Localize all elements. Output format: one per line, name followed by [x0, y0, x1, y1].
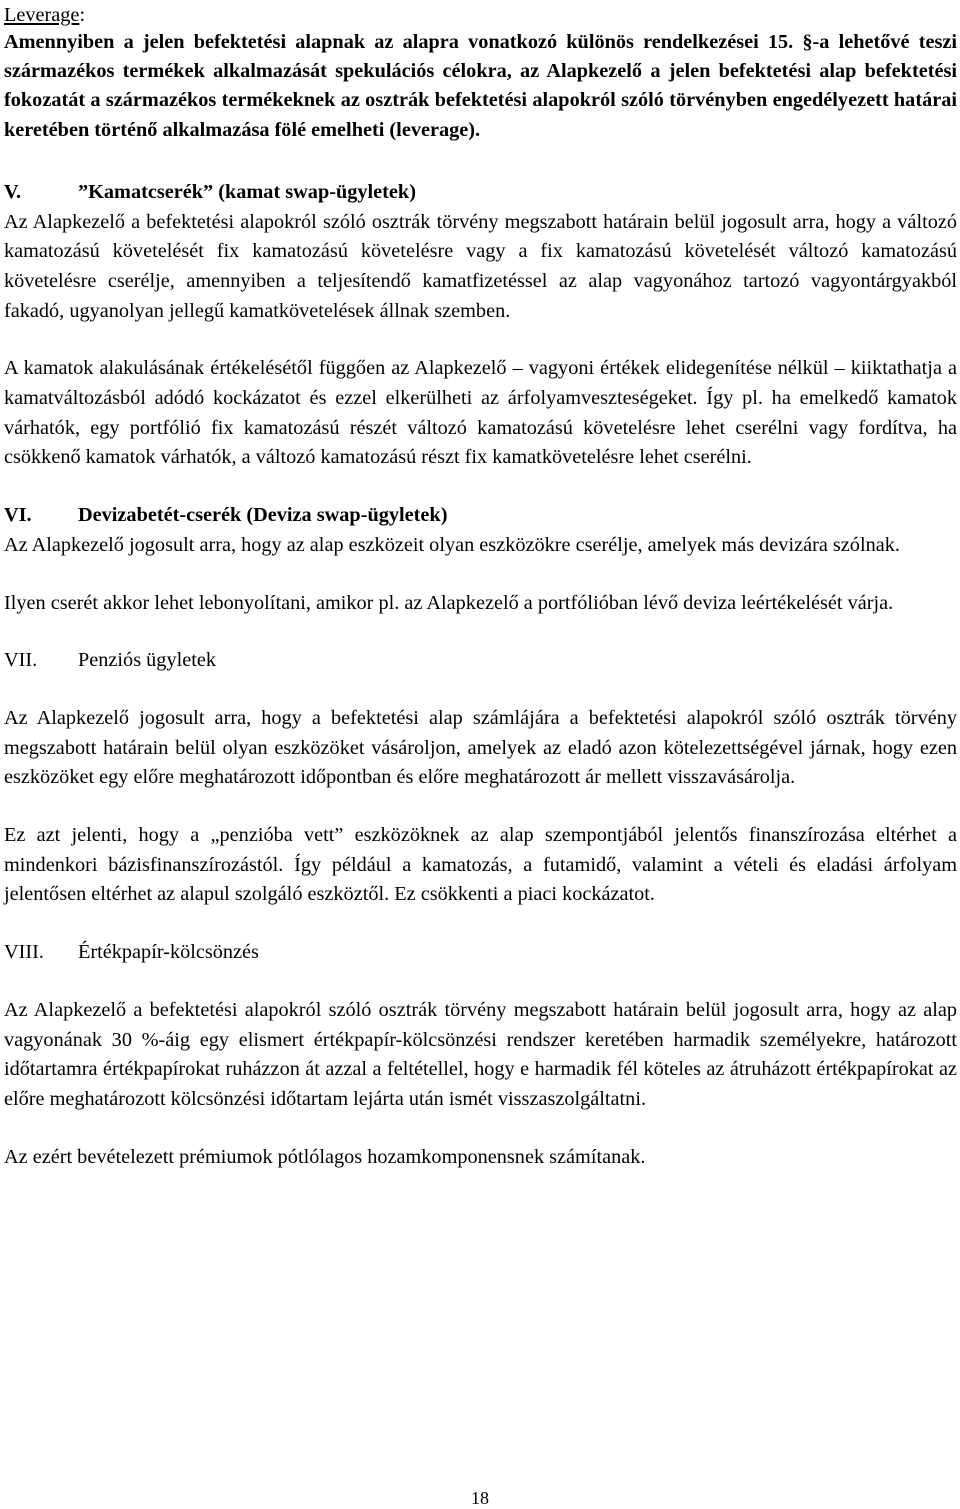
section-vii-paragraph-1: Az Alapkezelő jogosult arra, hogy a befektetési alap számlájára a befektetési alapokról szóló osztrák törvény megszabott határain belül olyan eszközöket vásároljon, amelyek az eladó azon kötelezettségével járnak, hogy ezen eszközöket egy előre meghatározott időpontban és előre meghatározott ár mellett visszavásárolja. — [4, 706, 957, 789]
section-viii-title: Értékpapír-kölcsönzés — [78, 941, 259, 964]
leverage-colon: : — [79, 4, 86, 26]
section-vii-number: VII. — [4, 649, 38, 672]
page-number: 18 — [471, 1488, 489, 1508]
section-v-number: V. — [4, 180, 22, 203]
leverage-heading: Leverage — [4, 4, 80, 26]
section-viii-number: VIII. — [4, 941, 44, 964]
section-viii-paragraph-1: Az Alapkezelő a befektetési alapokról szóló osztrák törvény megszabott határain belül jogosult arra, hogy az alap vagyonának 30 %-áig egy elismert értékpapír-kölcsönzési rendszer keretében harmadik személyekre, határozott időtartamra értékpapírokat ruházzon át azzal a feltétellel, hogy e harmadik fél köteles az átruházott értékpapírokat az előre meghatározott kölcsönzési időtartam lejárta után ismét visszaszolgáltatni. — [4, 998, 957, 1110]
document-page — [4, 2, 957, 1172]
section-viii-heading — [4, 938, 957, 968]
leverage-heading-line — [4, 2, 957, 28]
leverage-paragraph: Amennyiben a jelen befektetési alapnak az alapra vonatkozó különös rendelkezései 15. §-a lehetővé teszi származékos termékek alkalmazását spekulációs célokra, az Alapkezelő a jelen befektetési alap befektetési fokozatát a származékos termékeknek az osztrák befektetési alapokról szóló törvényben engedélyezett határai keretében történő alkalmazása fölé emelheti (leverage). — [4, 31, 957, 141]
section-viii-paragraph-2: Az ezért bevételezett prémiumok pótlólagos hozamkomponensnek számítanak. — [4, 1145, 646, 1168]
section-v-paragraph-1: Az Alapkezelő a befektetési alapokról szóló osztrák törvény megszabott határain belül jogosult arra, hogy a változó kamatozású követelését fix kamatozású követelésre vagy a fix kamatozású követelését változó kamatozású követelésre cserélje, amennyiben a teljesítendő kamatfizetéssel az alap vagyonához tartozó vagyontárgyakból fakadó, ugyanolyan jellegű kamatkövetelések állnak szemben. — [4, 210, 957, 322]
section-v-title: ”Kamatcserék” (kamat swap-ügyletek) — [78, 180, 416, 203]
section-vi-heading — [4, 501, 957, 531]
section-v-paragraph-2: A kamatok alakulásának értékelésétől függően az Alapkezelő – vagyoni értékek elidegenítése nélkül – kiiktathatja a kamatváltozásból adódó kockázatot és ezzel elkerülheti az árfolyamveszteségeket. Így pl. ha emelkedő kamatok várhatók, egy portfólió fix kamatozású részét változó kamatozású követelésre lehet cserélni vagy fordítva, ha csökkenő kamatok várhatók, a változó kamatozású részt fix kamatkövetelésre lehet cserélni. — [4, 357, 957, 469]
section-vi-paragraph-1: Az Alapkezelő jogosult arra, hogy az alap eszközeit olyan eszközökre cserélje, amelyek más devizára szólnak. — [4, 533, 900, 556]
section-vii-heading — [4, 646, 957, 676]
section-v-heading — [4, 178, 957, 208]
section-vii-paragraph-2: Ez azt jelenti, hogy a „penzióba vett” eszközöknek az alap szempontjából jelentős finanszírozása eltérhet a mindenkori bázisfinanszírozástól. Így például a kamatozás, a futamidő, valamint a vételi és eladási árfolyam jelentősen eltérhet az alapul szolgáló eszköztől. Ez csökkenti a piaci kockázatot. — [4, 824, 957, 906]
section-vii-title: Penziós ügyletek — [78, 649, 216, 672]
section-vi-number: VI. — [4, 504, 32, 527]
section-vi-title: Devizabetét-cserék (Deviza swap-ügyletek) — [78, 504, 448, 527]
section-vi-paragraph-2: Ilyen cserét akkor lehet lebonyolítani, amikor pl. az Alapkezelő a portfólióban lévő deviza leértékelését várja. — [4, 591, 894, 614]
